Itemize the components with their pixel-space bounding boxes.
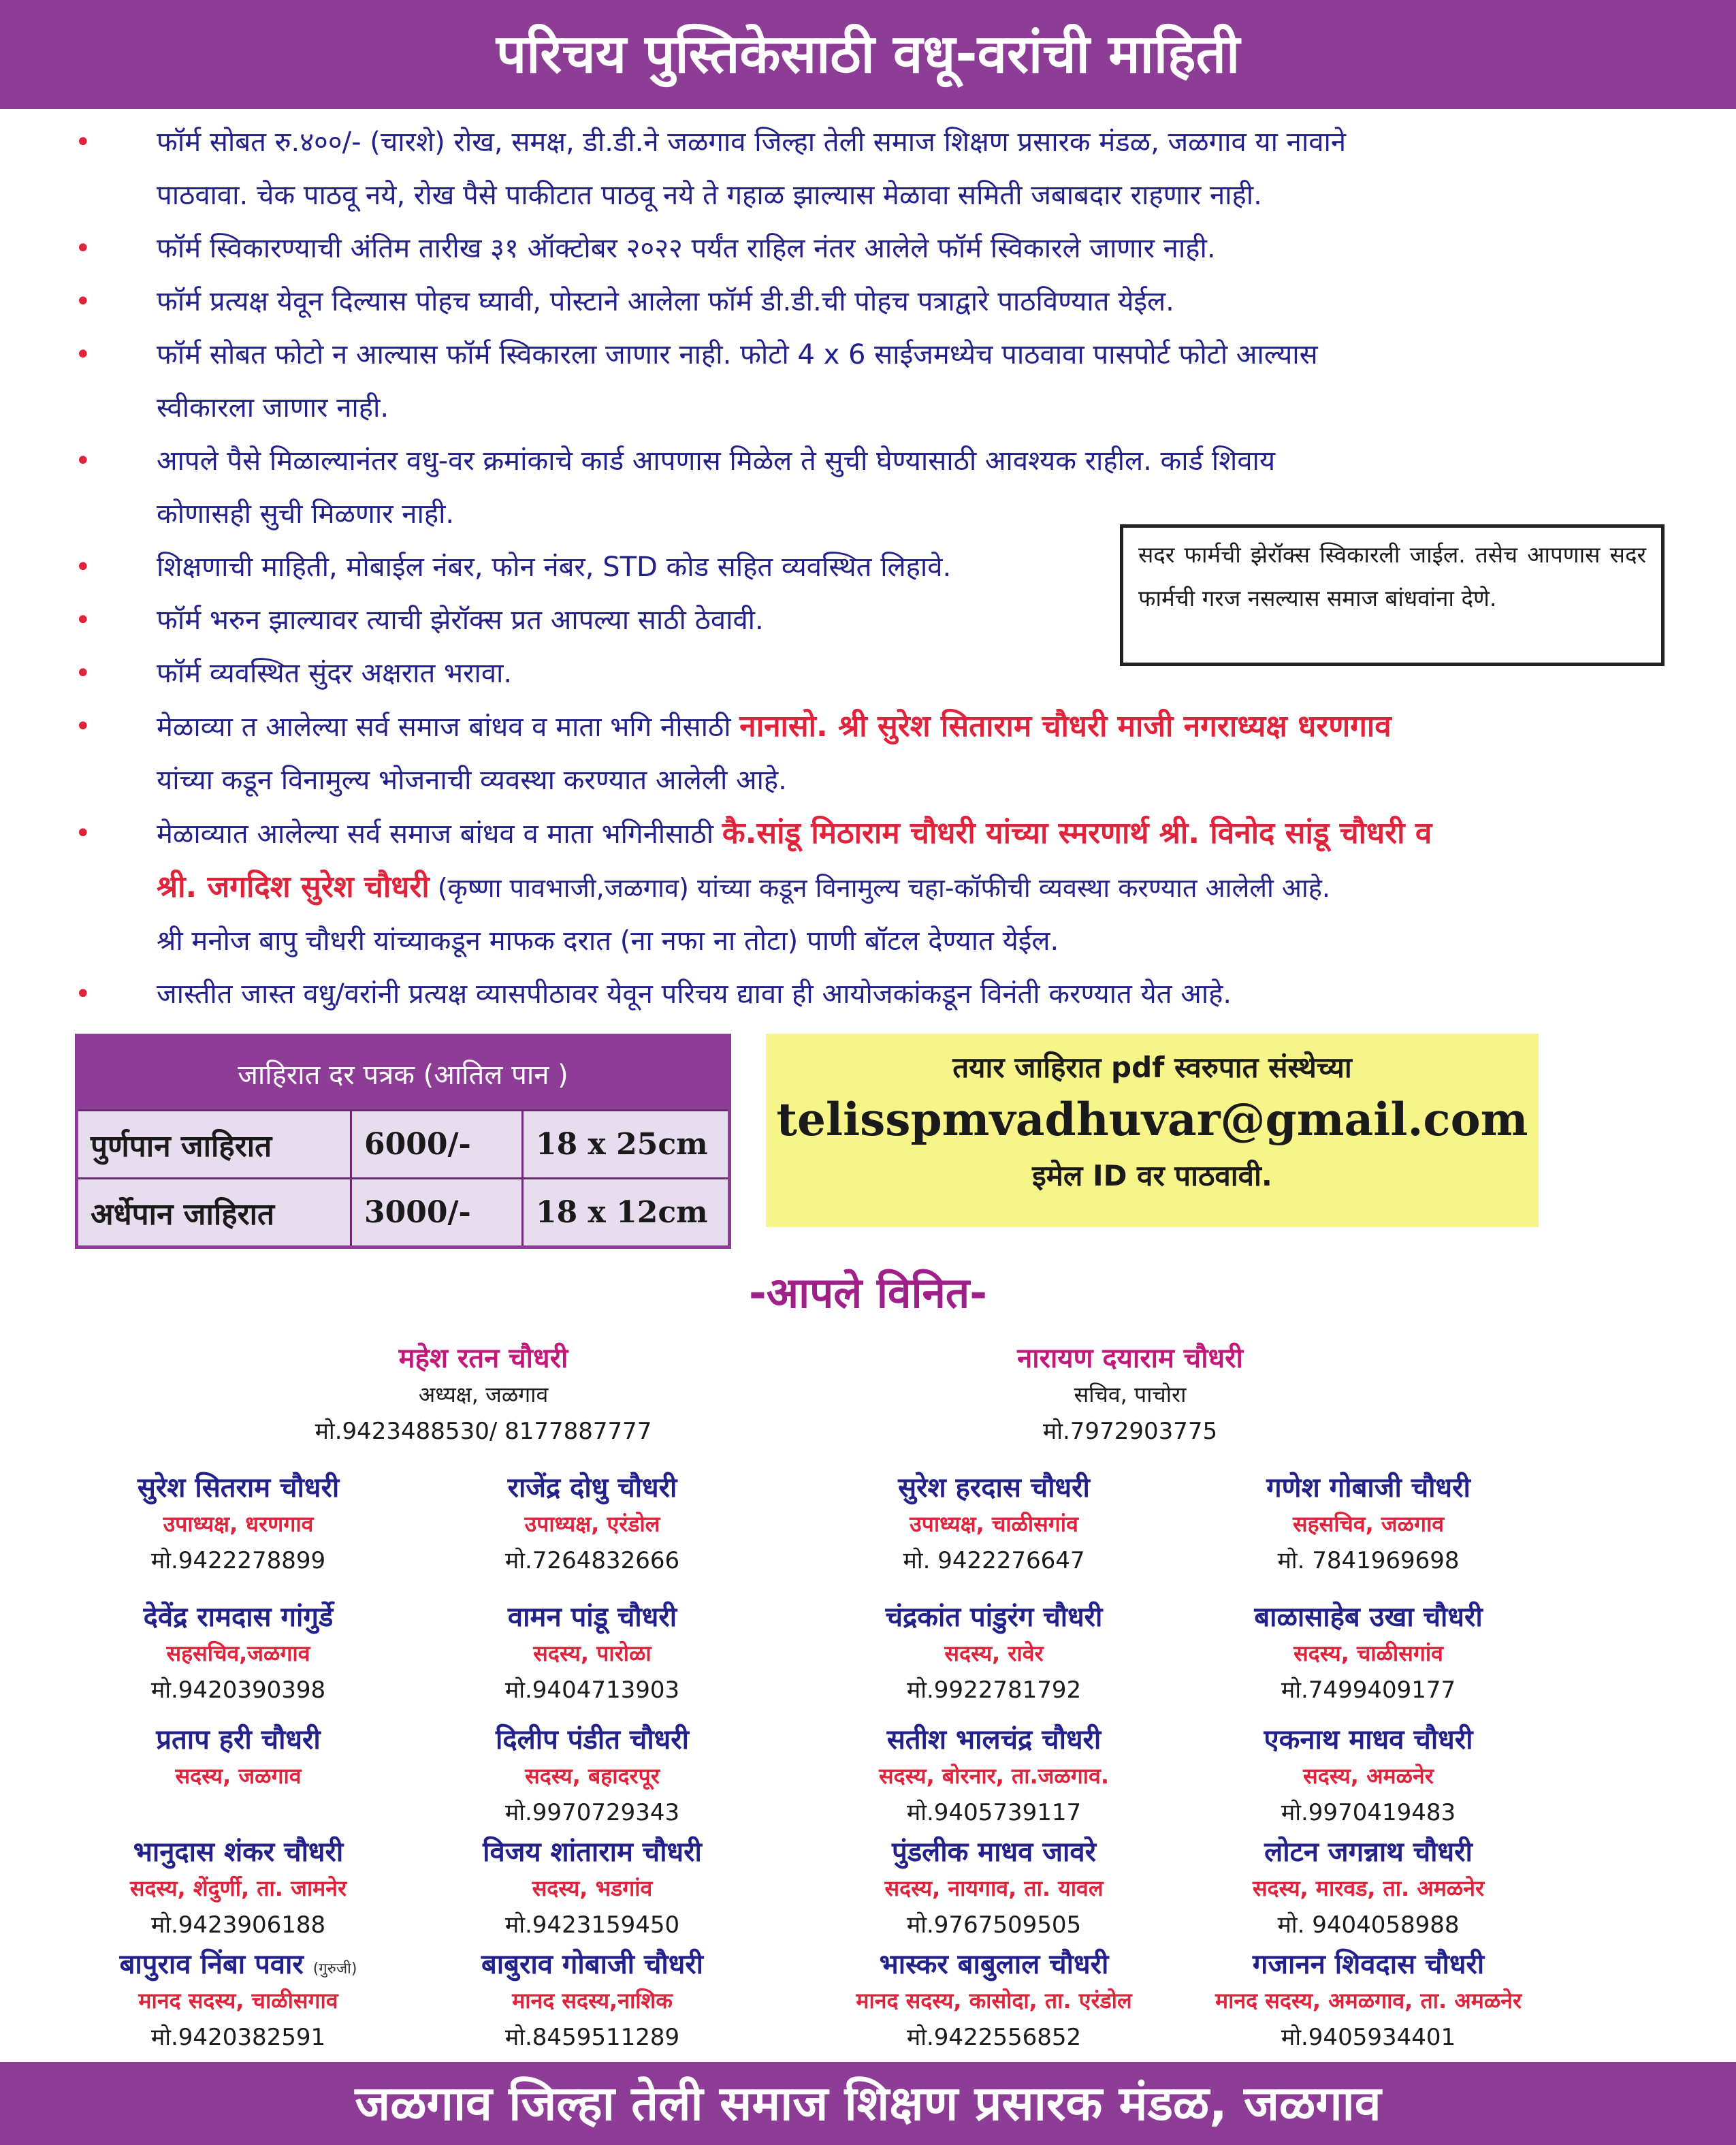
- member-phone: मो.9404713903: [504, 1677, 680, 1704]
- rule-text: फॉर्म व्यवस्थित सुंदर अक्षरात भरावा.: [157, 658, 513, 689]
- member-phone: मो.9767509505: [906, 1911, 1082, 1939]
- bullet-icon: •: [75, 445, 91, 477]
- committee-member: [388, 1832, 797, 1939]
- bullet-icon: •: [75, 552, 91, 583]
- committee-member: [1164, 1467, 1573, 1575]
- rule-text-part: (कृष्णा पावभाजी,जळगाव) यांच्या कडून विनामुल्य चहा-कॉफीची व्यवस्था करण्यात आलेली आहे.: [429, 873, 1330, 903]
- member-name: [34, 1719, 443, 1757]
- member-name: [790, 1597, 1198, 1634]
- member-name-text: बाळासाहेब उखा चौधरी: [1254, 1602, 1483, 1633]
- ad-type-cell: पुर्णपान जाहिरात: [77, 1111, 351, 1179]
- member-post: मानद सदस्य, अमळगाव, ता. अमळनेर: [1215, 1988, 1522, 2014]
- committee-member: [388, 1467, 797, 1575]
- list-item: [68, 222, 1682, 275]
- member-name-text: सुरेश हरदास चौधरी: [898, 1472, 1090, 1504]
- member-name-text: पुंडलीक माधव जावरे: [892, 1837, 1096, 1868]
- member-name: [34, 1597, 443, 1634]
- list-item: [68, 647, 1219, 700]
- rule-text: [157, 700, 1682, 754]
- rule-text: आपले पैसे मिळाल्यानंतर वधु-वर क्रमांकाचे कार्ड आपणास मिळेल ते सुची घेण्यासाठी आवश्यक राहील. कार्ड शिवाय: [157, 445, 1276, 477]
- member-name-text: भास्कर बाबुलाल चौधरी: [879, 1949, 1109, 1980]
- ad-size-cell: 18 x 25cm: [523, 1111, 730, 1179]
- list-item: [68, 328, 1682, 434]
- committee-member: [1164, 1597, 1573, 1704]
- bullet-icon: •: [75, 711, 91, 742]
- rule-text: कोणासही सुची मिळणार नाही.: [157, 498, 455, 530]
- email-intro-text: तयार जाहिरात pdf स्वरुपात संस्थेच्या: [952, 1051, 1352, 1084]
- list-item: [68, 968, 1682, 1021]
- committee-member: [388, 1944, 797, 2052]
- member-name: [926, 1338, 1334, 1376]
- list-item: [68, 275, 1682, 328]
- rule-text: [157, 807, 1682, 861]
- member-name: [388, 1944, 797, 1982]
- member-name: [790, 1467, 1198, 1505]
- bullet-icon: •: [75, 658, 91, 689]
- member-post: मानद सदस्य, चाळीसगाव: [138, 1988, 338, 2014]
- member-name-text: वामन पांडू चौधरी: [507, 1602, 677, 1633]
- member-name: [790, 1832, 1198, 1869]
- ad-rate-table: [75, 1034, 731, 1249]
- member-name-text: प्रताप हरी चौधरी: [156, 1724, 321, 1755]
- rule-text: शिक्षणाची माहिती, मोबाईल नंबर, फोन नंबर, STD कोड सहित व्यवस्थित लिहावे.: [157, 552, 952, 583]
- committee-member: [388, 1719, 797, 1827]
- bullet-icon: •: [75, 233, 91, 264]
- member-post: अध्यक्ष, जळगाव: [418, 1382, 549, 1408]
- member-phone: मो.9422556852: [906, 2024, 1082, 2051]
- sincerely-heading: -आपले विनित-: [748, 1268, 987, 1318]
- member-name: [388, 1467, 797, 1505]
- member-post: सदस्य, बोरनार, ता.जळगाव.: [878, 1763, 1109, 1789]
- committee-member: [790, 1944, 1198, 2052]
- committee-member: [34, 1832, 443, 1939]
- member-name: [1164, 1597, 1573, 1634]
- member-phone: मो.9970419483: [1281, 1799, 1456, 1826]
- office-bearer: [926, 1338, 1334, 1446]
- member-phone: मो.7264832666: [504, 1547, 680, 1574]
- list-item: [68, 541, 1219, 594]
- committee-member: [1164, 1832, 1573, 1939]
- committee-member: [790, 1467, 1198, 1575]
- member-post: सदस्य, बहादरपूर: [525, 1763, 660, 1789]
- table-row: [77, 1111, 730, 1179]
- rule-text: पाठवावा. चेक पाठवू नये, रोख पैसे पाकीटात पाठवू नये ते गहाळ झाल्यास मेळावा समिती जबाबदार राहणार नाही.: [157, 180, 1262, 211]
- list-item: [68, 700, 1682, 807]
- member-name: [388, 1719, 797, 1757]
- member-name: [790, 1944, 1198, 1982]
- member-title-tag: (गुरुजी): [312, 1960, 357, 1977]
- committee-member: [1164, 1719, 1573, 1827]
- member-post: सदस्य, अमळनेर: [1303, 1763, 1434, 1789]
- xerox-note-box: सदर फार्मची झेरॉक्स स्विकारली जाईल. तसेच आपणास सदर फार्मची गरज नसल्यास समाज बांधवांना देणे.: [1120, 524, 1665, 666]
- member-name-text: राजेंद्र दोधु चौधरी: [507, 1472, 677, 1504]
- ad-rate-table-title: जाहिरात दर पत्रक (आतिल पान ): [77, 1036, 730, 1111]
- rule-text: फॉर्म प्रत्यक्ष येवून दिल्यास पोहच घ्यावी, पोस्टाने आलेला फॉर्म डी.डी.ची पोहच पत्राद्वारे पाठविण्यात येईल.: [157, 286, 1174, 317]
- member-name-text: गजानन शिवदास चौधरी: [1252, 1949, 1485, 1980]
- member-phone: मो.9420390398: [150, 1677, 326, 1704]
- member-phone: मो.9423488530/ 8177887777: [315, 1418, 652, 1445]
- member-name: [1164, 1467, 1573, 1505]
- member-phone: मो.9970729343: [504, 1799, 680, 1826]
- table-row: [77, 1179, 730, 1248]
- ad-price-cell: 3000/-: [351, 1179, 523, 1248]
- member-post: सदस्य, शेंदुर्णी, ता. जामनेर: [129, 1875, 347, 1901]
- member-post: सहसचिव,जळगाव: [166, 1640, 310, 1666]
- ad-type-cell: अर्धेपान जाहिरात: [77, 1179, 351, 1248]
- list-item: [68, 116, 1682, 222]
- member-phone: मो. 9404058988: [1277, 1911, 1460, 1939]
- member-phone: मो.9423159450: [504, 1911, 680, 1939]
- rule-text-part: मेळाव्यात आलेल्या सर्व समाज बांधव व माता भगिनीसाठी: [157, 819, 722, 850]
- member-phone: मो.9420382591: [150, 2024, 326, 2051]
- ad-price-cell: 6000/-: [351, 1111, 523, 1179]
- member-name: [388, 1597, 797, 1634]
- email-info-box: [766, 1034, 1539, 1227]
- member-post: उपाध्यक्ष, एरंडोल: [524, 1511, 660, 1537]
- list-item: [68, 594, 1219, 647]
- committee-member: [790, 1719, 1198, 1827]
- rule-text: फॉर्म सोबत फोटो न आल्यास फॉर्म स्विकारला जाणार नाही. फोटो 4 x 6 साईजमध्येच पाठवावा पासपोर्ट फोटो आल्यास: [157, 339, 1318, 370]
- member-name-text: महेश रतन चौधरी: [398, 1343, 568, 1374]
- member-name-text: सुरेश सितराम चौधरी: [137, 1472, 340, 1504]
- sponsor-name: कै.सांडू मिठाराम चौधरी यांच्या स्मरणार्थ श्री. विनोद सांडू चौधरी व: [722, 816, 1432, 851]
- committee-member: [790, 1597, 1198, 1704]
- member-phone: मो.9405934401: [1281, 2024, 1456, 2051]
- member-post: सहसचिव, जळगाव: [1292, 1511, 1445, 1537]
- member-phone: मो.7972903775: [1042, 1418, 1218, 1445]
- committee-member: [34, 1467, 443, 1575]
- member-phone: मो.9922781792: [906, 1677, 1082, 1704]
- member-name-text: लोटन जगन्नाथ चौधरी: [1264, 1837, 1473, 1868]
- member-phone: मो.9405739117: [906, 1799, 1082, 1826]
- member-name-text: एकनाथ माधव चौधरी: [1264, 1724, 1473, 1755]
- committee-member: [1164, 1944, 1573, 2052]
- page-title: परिचय पुस्तिकेसाठी वधू-वरांची माहिती: [0, 0, 1736, 109]
- member-name: [34, 1944, 443, 1982]
- sponsor-name: श्री. जगदिश सुरेश चौधरी: [157, 870, 430, 904]
- bullet-icon: •: [75, 818, 91, 849]
- member-phone: मो.9422278899: [150, 1547, 326, 1574]
- member-name-text: गणेश गोबाजी चौधरी: [1266, 1472, 1470, 1504]
- member-phone: मो. 9422276647: [903, 1547, 1085, 1574]
- member-name-text: बापुराव निंबा पवार: [119, 1949, 304, 1980]
- member-post: सचिव, पाचोरा: [1074, 1382, 1187, 1408]
- member-post: सदस्य, मारवड, ता. अमळनेर: [1252, 1875, 1485, 1901]
- bullet-icon: •: [75, 979, 91, 1010]
- member-phone: मो. 7841969698: [1277, 1547, 1460, 1574]
- member-name: [1164, 1832, 1573, 1869]
- member-post: मानद सदस्य,नाशिक: [512, 1988, 673, 2014]
- member-name-text: देवेंद्र रामदास गांगुर्डे: [143, 1602, 334, 1633]
- member-phone: मो.7499409177: [1281, 1677, 1456, 1704]
- member-name: [279, 1338, 688, 1376]
- member-post: सदस्य, चाळीसगांव: [1293, 1640, 1443, 1666]
- member-name-text: सतीश भालचंद्र चौधरी: [886, 1724, 1102, 1755]
- email-instruction-text: इमेल ID वर पाठवावी.: [1032, 1159, 1272, 1192]
- member-name-text: नारायण दयाराम चौधरी: [1017, 1343, 1243, 1374]
- bullet-icon: •: [75, 339, 91, 370]
- member-name: [1164, 1944, 1573, 1982]
- member-name-text: विजय शांताराम चौधरी: [483, 1837, 702, 1868]
- member-post: सदस्य, भडगांव: [532, 1875, 653, 1901]
- member-name: [790, 1719, 1198, 1757]
- bullet-icon: •: [75, 286, 91, 317]
- sponsor-name: नानासो. श्री सुरेश सिताराम चौधरी माजी नगराध्यक्ष धरणगाव: [739, 709, 1392, 744]
- member-post: मानद सदस्य, कासोदा, ता. एरंडोल: [856, 1988, 1132, 2014]
- rule-text: फॉर्म भरुन झाल्यावर त्याची झेरॉक्स प्रत आपल्या साठी ठेवावी.: [157, 605, 764, 636]
- rule-text: फॉर्म स्विकारण्याची अंतिम तारीख ३१ ऑक्टोबर २०२२ पर्यंत राहिल नंतर आलेले फॉर्म स्विकारले जाणार नाही.: [157, 233, 1216, 264]
- member-name-text: दिलीप पंडीत चौधरी: [495, 1724, 689, 1755]
- rule-text-part: मेळाव्या त आलेल्या सर्व समाज बांधव व माता भगि नीसाठी: [157, 712, 740, 743]
- rule-text: फॉर्म सोबत रु.४००/- (चारशे) रोख, समक्ष, डी.डी.ने जळगाव जिल्हा तेली समाज शिक्षण प्रसारक मंडळ, जळगाव या नावाने: [157, 127, 1347, 158]
- footer-title: जळगाव जिल्हा तेली समाज शिक्षण प्रसारक मंडळ, जळगाव: [0, 2062, 1736, 2145]
- bullet-icon: •: [75, 127, 91, 158]
- member-name: [1164, 1719, 1573, 1757]
- committee-member: [388, 1597, 797, 1704]
- member-name-text: चंद्रकांत पांडुरंग चौधरी: [885, 1602, 1103, 1633]
- list-item: [68, 807, 1682, 968]
- committee-member: [34, 1597, 443, 1704]
- member-post: सदस्य, पारोळा: [533, 1640, 652, 1666]
- email-address-link[interactable]: telisspmvadhuvar@gmail.com: [776, 1093, 1528, 1146]
- member-post: सदस्य, नायगाव, ता. यावल: [884, 1875, 1104, 1901]
- member-phone: मो.8459511289: [504, 2024, 680, 2051]
- committee-member: [34, 1944, 443, 2052]
- member-name: [388, 1832, 797, 1869]
- committee-member: [790, 1832, 1198, 1939]
- bullet-icon: •: [75, 605, 91, 636]
- committee-member: [34, 1719, 443, 1796]
- member-post: सदस्य, रावेर: [944, 1640, 1044, 1666]
- rule-text: यांच्या कडून विनामुल्य भोजनाची व्यवस्था करण्यात आलेली आहे.: [157, 765, 787, 796]
- rule-text: श्री मनोज बापु चौधरी यांच्याकडून माफक दरात (ना नफा ना तोटा) पाणी बॉटल देण्यात येईल.: [157, 925, 1059, 957]
- member-name: [34, 1467, 443, 1505]
- member-post: उपाध्यक्ष, चाळीसगांव: [910, 1511, 1078, 1537]
- ad-size-cell: 18 x 12cm: [523, 1179, 730, 1248]
- member-post: सदस्य, जळगाव: [175, 1763, 302, 1789]
- rule-text: जास्तीत जास्त वधु/वरांनी प्रत्यक्ष व्यासपीठावर येवून परिचय द्यावा ही आयोजकांकडून विनंती करण्यात येत आहे.: [157, 979, 1232, 1010]
- member-name-text: भानुदास शंकर चौधरी: [133, 1837, 344, 1868]
- member-phone: मो.9423906188: [150, 1911, 326, 1939]
- member-name: [34, 1832, 443, 1869]
- rule-text: [157, 861, 1682, 915]
- member-post: उपाध्यक्ष, धरणगाव: [163, 1511, 314, 1537]
- office-bearer: [279, 1338, 688, 1446]
- member-name-text: बाबुराव गोबाजी चौधरी: [481, 1949, 704, 1980]
- rule-text: स्वीकारला जाणार नाही.: [157, 392, 389, 424]
